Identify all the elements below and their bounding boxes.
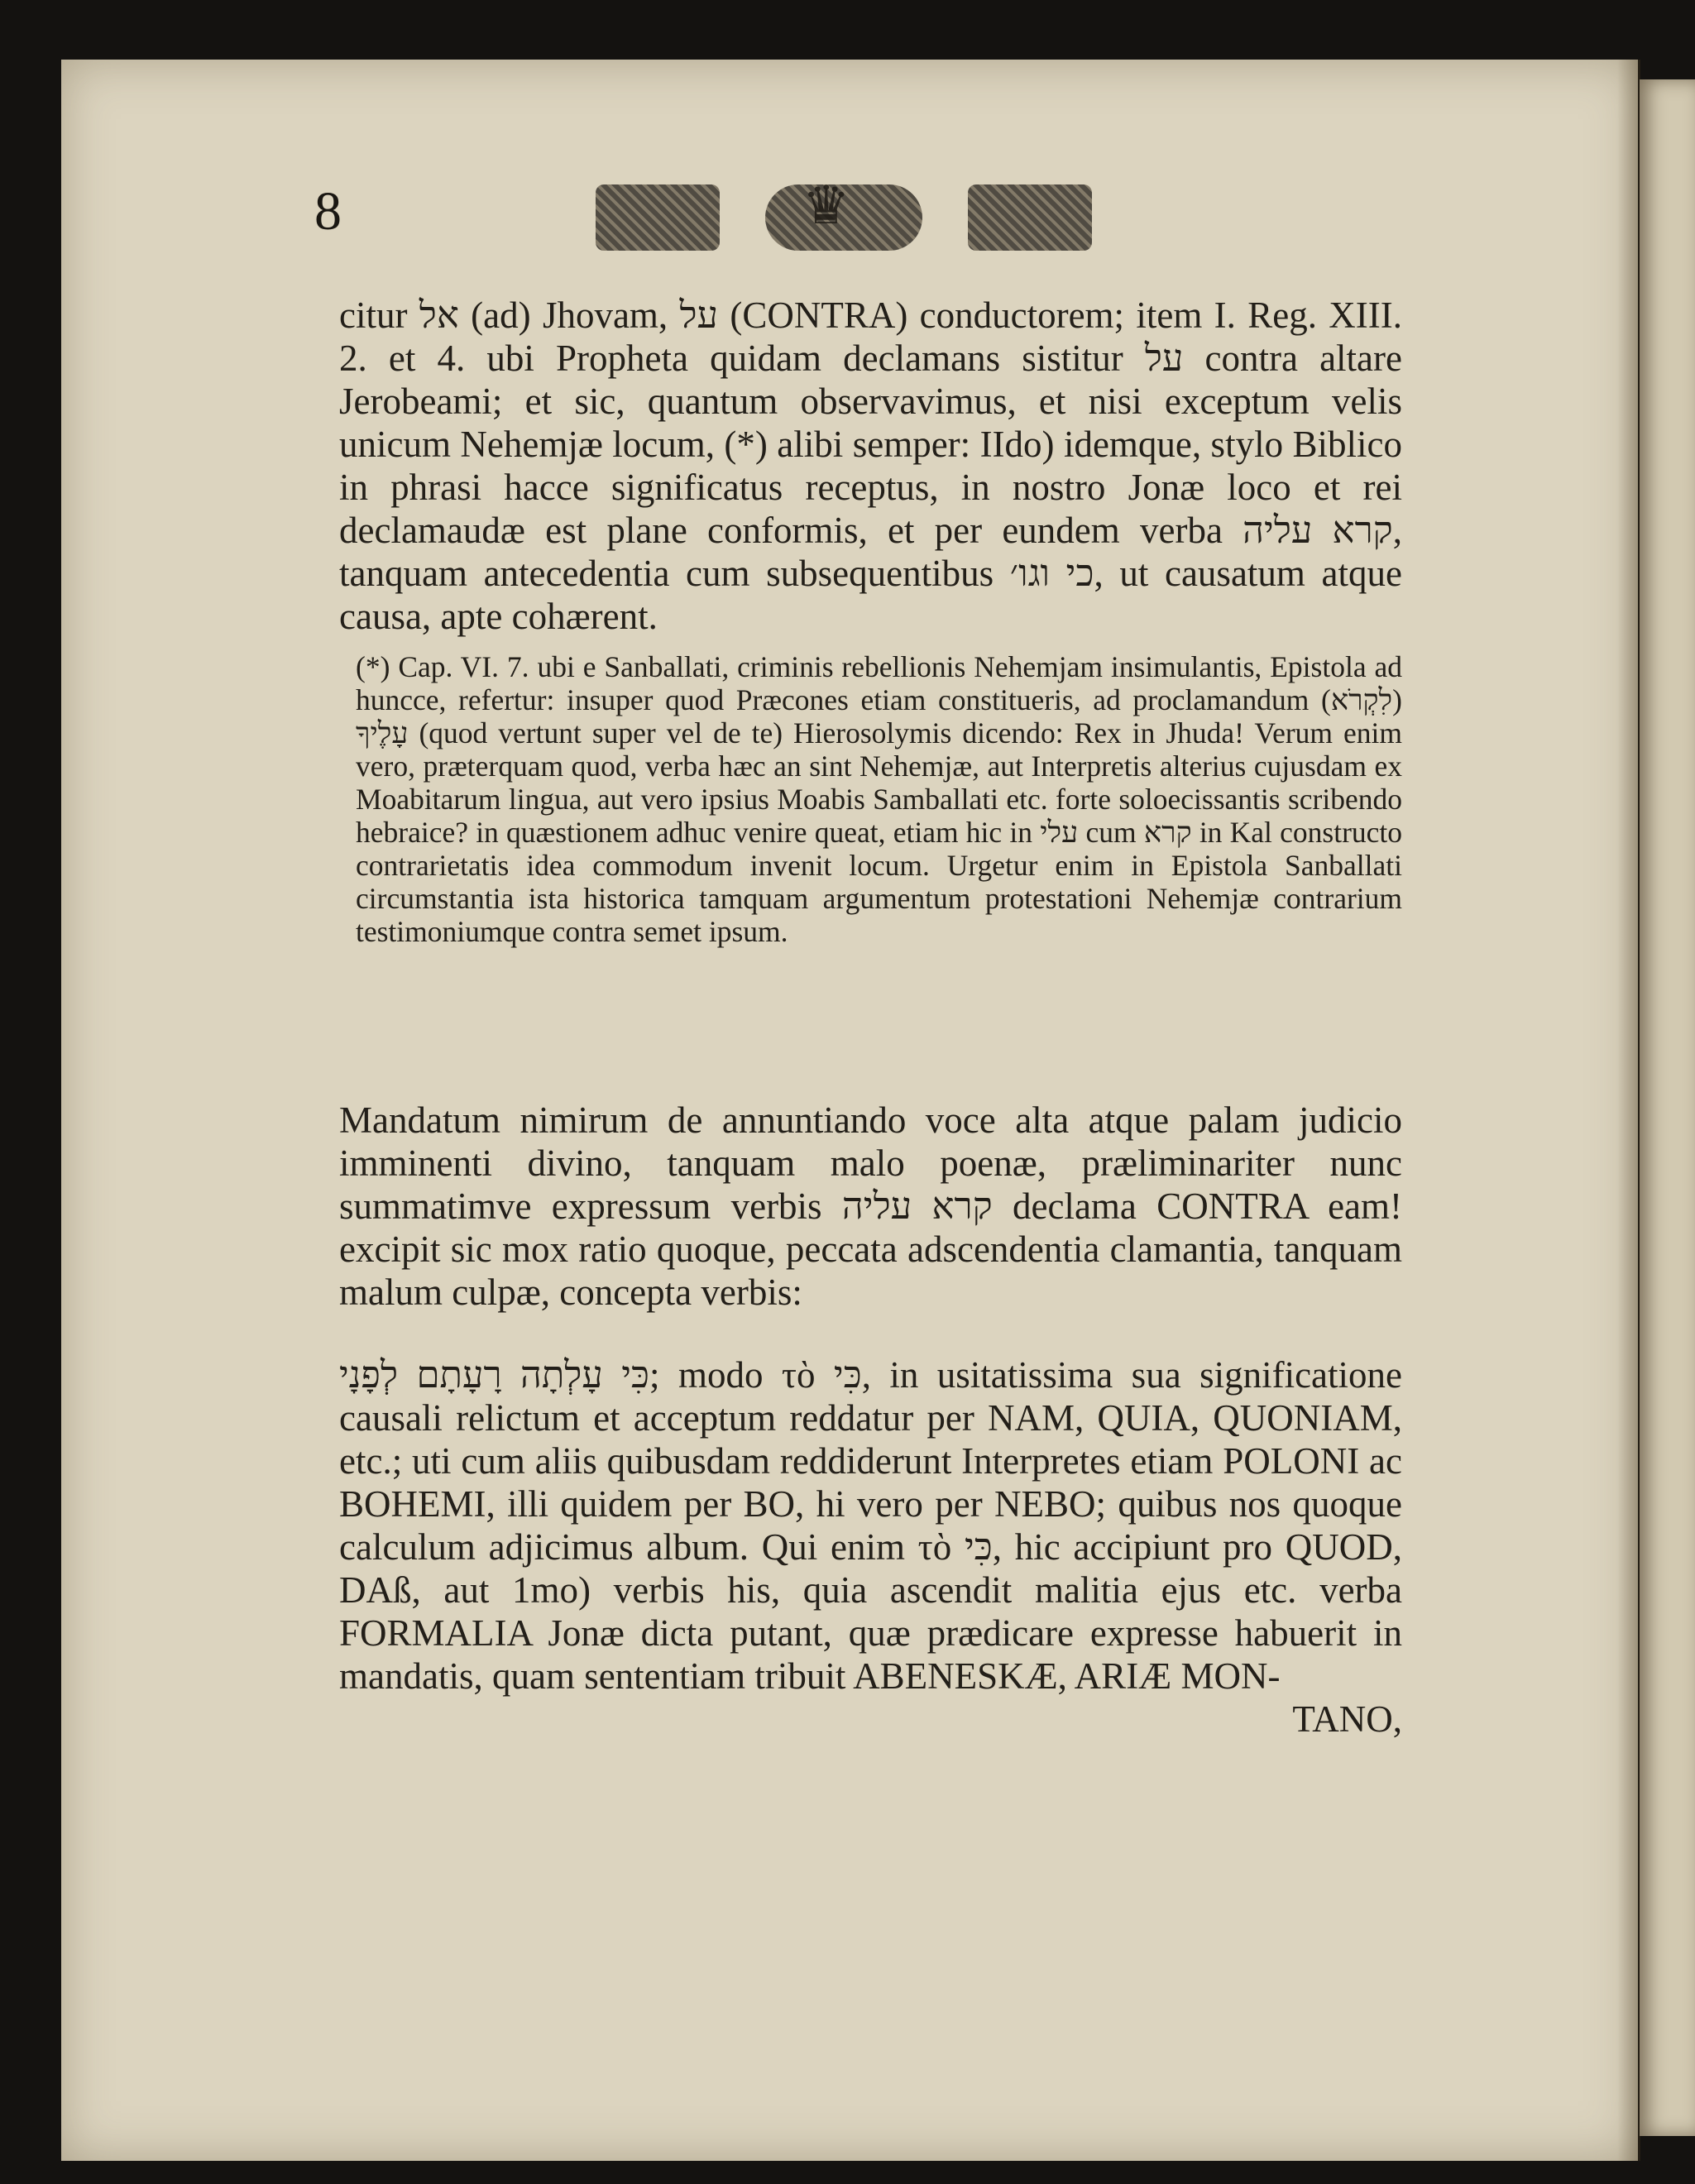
- paragraph-3-block: [339, 1353, 1402, 1741]
- ornament-left: [596, 184, 720, 251]
- adjacent-page-edge: [1640, 79, 1695, 2136]
- paragraph-1: citur אל (ad) Jhovam, על (CONTRA) conductorem; item I. Reg. XIII. 2. et 4. ubi Propheta quidam declamans sistitur על contra altare Jerobeami; et sic, quantum observavimus, et nisi exceptum velis unicum Nehemjæ locum, (*) alibi semper: IIdo) idemque, stylo Biblico in phrasi hacce significatus receptus, in nostro Jonæ loco et rei declamaudæ est plane conformis, et per eundem verba קרא עליה, tanquam antecedentia cum subsequentibus כי וגו׳, ut causatum atque causa, apte cohærent.: [339, 295, 1403, 637]
- ornament-right: [968, 184, 1092, 251]
- paragraph-2: Mandatum nimirum de annuntiando voce alta atque palam judicio imminenti divino, tanquam malo poenæ, præliminariter nunc summatimve expressum verbis קרא עליה declama CONTRA eam! excipit sic mox ratio quoque, peccata adscendentia clamantia, tanquam malum culpæ, concepta verbis:: [339, 1099, 1403, 1313]
- page-gutter-shadow: [1617, 60, 1640, 2161]
- paragraph-3: כִּי עָלְתָה רָעָתָם לְפָנָי; modo τὸ כִּי, in usitatissima sua significatione causali relictum et acceptum reddatur per NAM, QUIA, QUONIAM, etc.; uti cum aliis quibusdam reddiderunt Interpretes etiam POLONI ac BOHEMI, illi quidem per BO, hi vero per NEBO; quibus nos quoque calculum adjicimus album. Qui enim τὸ כִּי, hic accipiunt pro QUOD, DAß, aut 1mo) verbis his, quia ascendit malitia ejus etc. verba FORMALIA Jonæ dicta putant, quæ prædicare expresse habuerit in mandatis, quam sententiam tribuit ABENESKÆ, ARIÆ MON-: [339, 1354, 1403, 1697]
- page-header: [314, 176, 1472, 263]
- crown-icon: ♛: [802, 176, 850, 235]
- catchword: TANO,: [1292, 1698, 1402, 1740]
- page-number: 8: [314, 181, 342, 242]
- footnote: (*) Cap. VI. 7. ubi e Sanballati, criminis rebellionis Nehemjam insimulantis, Epistola ad huncce, refertur: insuper quod Præcones etiam constitueris, ad proclamandum (לִקְרֹא) עָלֶיךָ (quod vertunt super vel de te) Hierosolymis dicendo: Rex in Jhuda! Verum enim vero, præterquam quod, verba hæc an sint Nehemjæ, aut Interpretis alterius cujusdam ex Moabitarum lingua, aut vero ipsius Moabis Samballati etc. forte soloecissantis scribendo hebraice? in quæstionem adhuc venire queat, etiam hic in עלי cum קרא in Kal constructo contrarietatis idea commodum invenit locum. Urgetur enim in Epistola Sanballati circumstantia ista historica tamquam argumentum protestationi Nehemjæ contrarium testimoniumque contra semet ipsum.: [356, 650, 1403, 948]
